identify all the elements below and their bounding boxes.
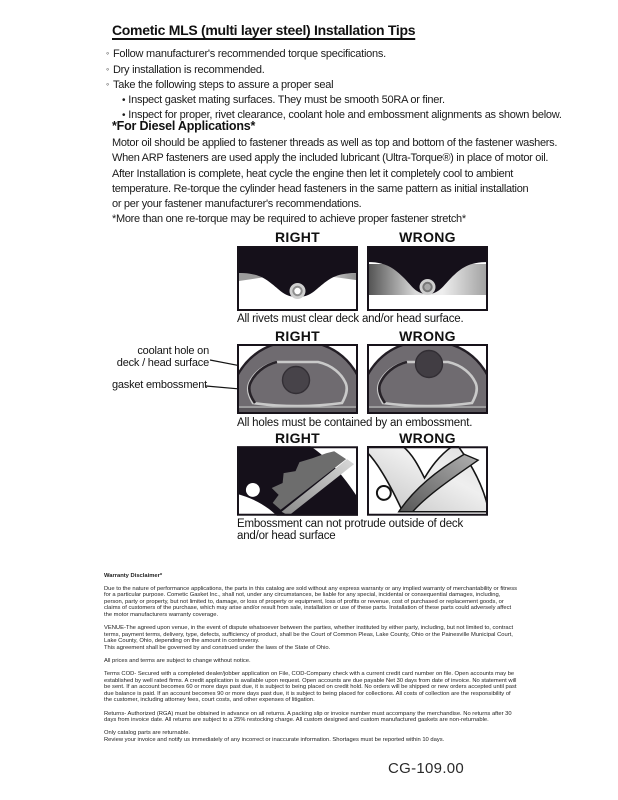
rivet-clearance-right-illustration <box>237 246 358 311</box>
embossment-wrong-illustration <box>367 446 488 516</box>
text-line: or per your fastener manufacturer's recommendations. <box>112 198 362 210</box>
tip-sub-item: • Inspect for proper, rivet clearance, coolant hole and embossment alignments as shown below. <box>106 108 562 124</box>
tip-item: ◦ Dry installation is recommended. <box>106 62 562 78</box>
figure1-wrong-label: WRONG <box>399 229 456 245</box>
disclaimer-paragraph: Only catalog parts are returnable. <box>104 730 191 737</box>
tip-sub-item: • Inspect gasket mating surfaces. They must be smooth 50RA or finer. <box>106 93 562 109</box>
disclaimer-paragraph: All prices and terms are subject to change without notice. <box>104 657 251 664</box>
figure1-caption: All rivets must clear deck and/or head surface. <box>237 313 464 325</box>
disclaimer-paragraph: Review your invoice and notify us immediately of any incorrect or inaccurate information. Shortages must be reported within 10 days. <box>104 736 445 743</box>
figure1-right-label: RIGHT <box>274 229 321 245</box>
figure3-wrong-diagram <box>367 446 488 516</box>
figure3-caption <box>237 518 463 542</box>
figure2-wrong-label: WRONG <box>399 328 456 344</box>
disclaimer-paragraph: This agreement shall be governed by and construed under the laws of the State of Ohio. <box>104 644 331 651</box>
coolant-hole-annotation <box>104 346 209 369</box>
figure3-wrong-label: WRONG <box>399 430 456 446</box>
diesel-paragraph-2 <box>112 167 528 212</box>
coolant-hole-wrong-illustration <box>367 344 488 414</box>
gasket-embossment-annotation: gasket embossment <box>111 379 207 391</box>
page-title: Cometic MLS (multi layer steel) Installation Tips <box>112 22 416 38</box>
catalog-doc-number: CG-109.00 <box>388 760 465 777</box>
installation-tips-list <box>106 46 562 124</box>
embossment-right-illustration <box>237 446 358 516</box>
figure2-wrong-diagram <box>367 344 488 414</box>
text-line: Motor oil should be applied to fastener threads as well as top and bottom of the fastener washers. <box>112 137 558 149</box>
figure2-right-label: RIGHT <box>274 328 321 344</box>
text-line: When ARP fasteners are used apply the included lubricant (Ultra-Torque®) in place of motor oil. <box>112 152 549 164</box>
warranty-disclaimer-block <box>104 573 520 750</box>
figure3-right-label: RIGHT <box>274 430 321 446</box>
text-line: After Installation is complete, heat cycle the engine then let it completely cool to ambient <box>112 168 514 180</box>
tip-item: ◦ Follow manufacturer's recommended torque specifications. <box>106 46 562 62</box>
annotation-line: deck / head surface <box>116 356 209 369</box>
figure1-wrong-diagram <box>367 246 488 311</box>
text-line: temperature. Re-torque the cylinder head fasteners in the same pattern as initial installation <box>112 183 529 195</box>
figure1-right-diagram <box>237 246 358 311</box>
diesel-paragraph-1 <box>112 136 557 166</box>
caption-line: Embossment can not protrude outside of deck <box>237 518 464 530</box>
retorque-note: *More than one re-torque may be required to achieve proper fastener stretch* <box>112 213 466 225</box>
figure2-caption: All holes must be contained by an embossment. <box>237 417 473 429</box>
disclaimer-paragraph: Due to the nature of performance applications, the parts in this catalog are sold without any express warranty or any implied warranty of merchantability or fitness for a particular purpose. Cometic Gasket Inc., shall not, under any circumstances, be liable for any special, incidental or consequential damages, including, person, party or property, but not limited to, damage, or loss of property or equipment, loss of profits or revenue, cost of purchased or replacement goods, or claims of customers of the purchase, which may arise and/or result from sale, installation or use of these parts. Installation of these parts could adversely affect the motor manufacturers warranty coverage. <box>104 585 518 618</box>
disclaimer-paragraph: Returns- Authorized (RGA) must be obtained in advance on all returns. A packing slip or invoice number must accompany the merchandise. No returns after 30 days from invoice date. All returns are subject to a 25% restocking charge. All custom designed and custom manufactured gaskets are non-returnable. <box>104 710 512 724</box>
tip-item: ◦ Take the following steps to assure a proper seal <box>106 77 562 93</box>
diesel-section-heading: *For Diesel Applications* <box>112 119 256 133</box>
caption-line: and/or head surface <box>237 530 336 542</box>
figure2-right-diagram <box>237 344 358 414</box>
disclaimer-paragraph: Terms COD- Secured with a completed dealer/jobber application on File, COD-Company check with a current credit card number on file. Open accounts may be established by well rated firms. A credit application is available upon request. Open accounts are due payable Net 30 days from date of invoice. No statement will be sent. If an account becomes 60 or more days past due, it is subject to being placed on credit hold. No orders will be shipped or new orders accepted until past due balance is paid. If an account becomes 90 or more days past due, it is subject to being placed for collections. All costs of collection are the responsibility of the customer, including attorney fees, court costs, and other expenses of litigation. <box>104 671 517 704</box>
coolant-hole-right-illustration <box>237 344 358 414</box>
rivet-clearance-wrong-illustration <box>367 246 488 311</box>
figure3-right-diagram <box>237 446 358 516</box>
annotation-line: coolant hole on <box>137 345 209 357</box>
disclaimer-heading: Warranty Disclaimer* <box>104 573 163 579</box>
disclaimer-paragraph: VENUE-The agreed upon venue, in the event of dispute whatsoever between the parties, whether instituted by either party, including, but not limited to, contract terms, payment terms, delivery, type, defects, sufficiency of product, shall be the Court of Common Pleas, Lake County, Ohio or the Painesville Municipal Court, Lake County, Ohio, depending on the amount in controversy. <box>104 625 514 645</box>
